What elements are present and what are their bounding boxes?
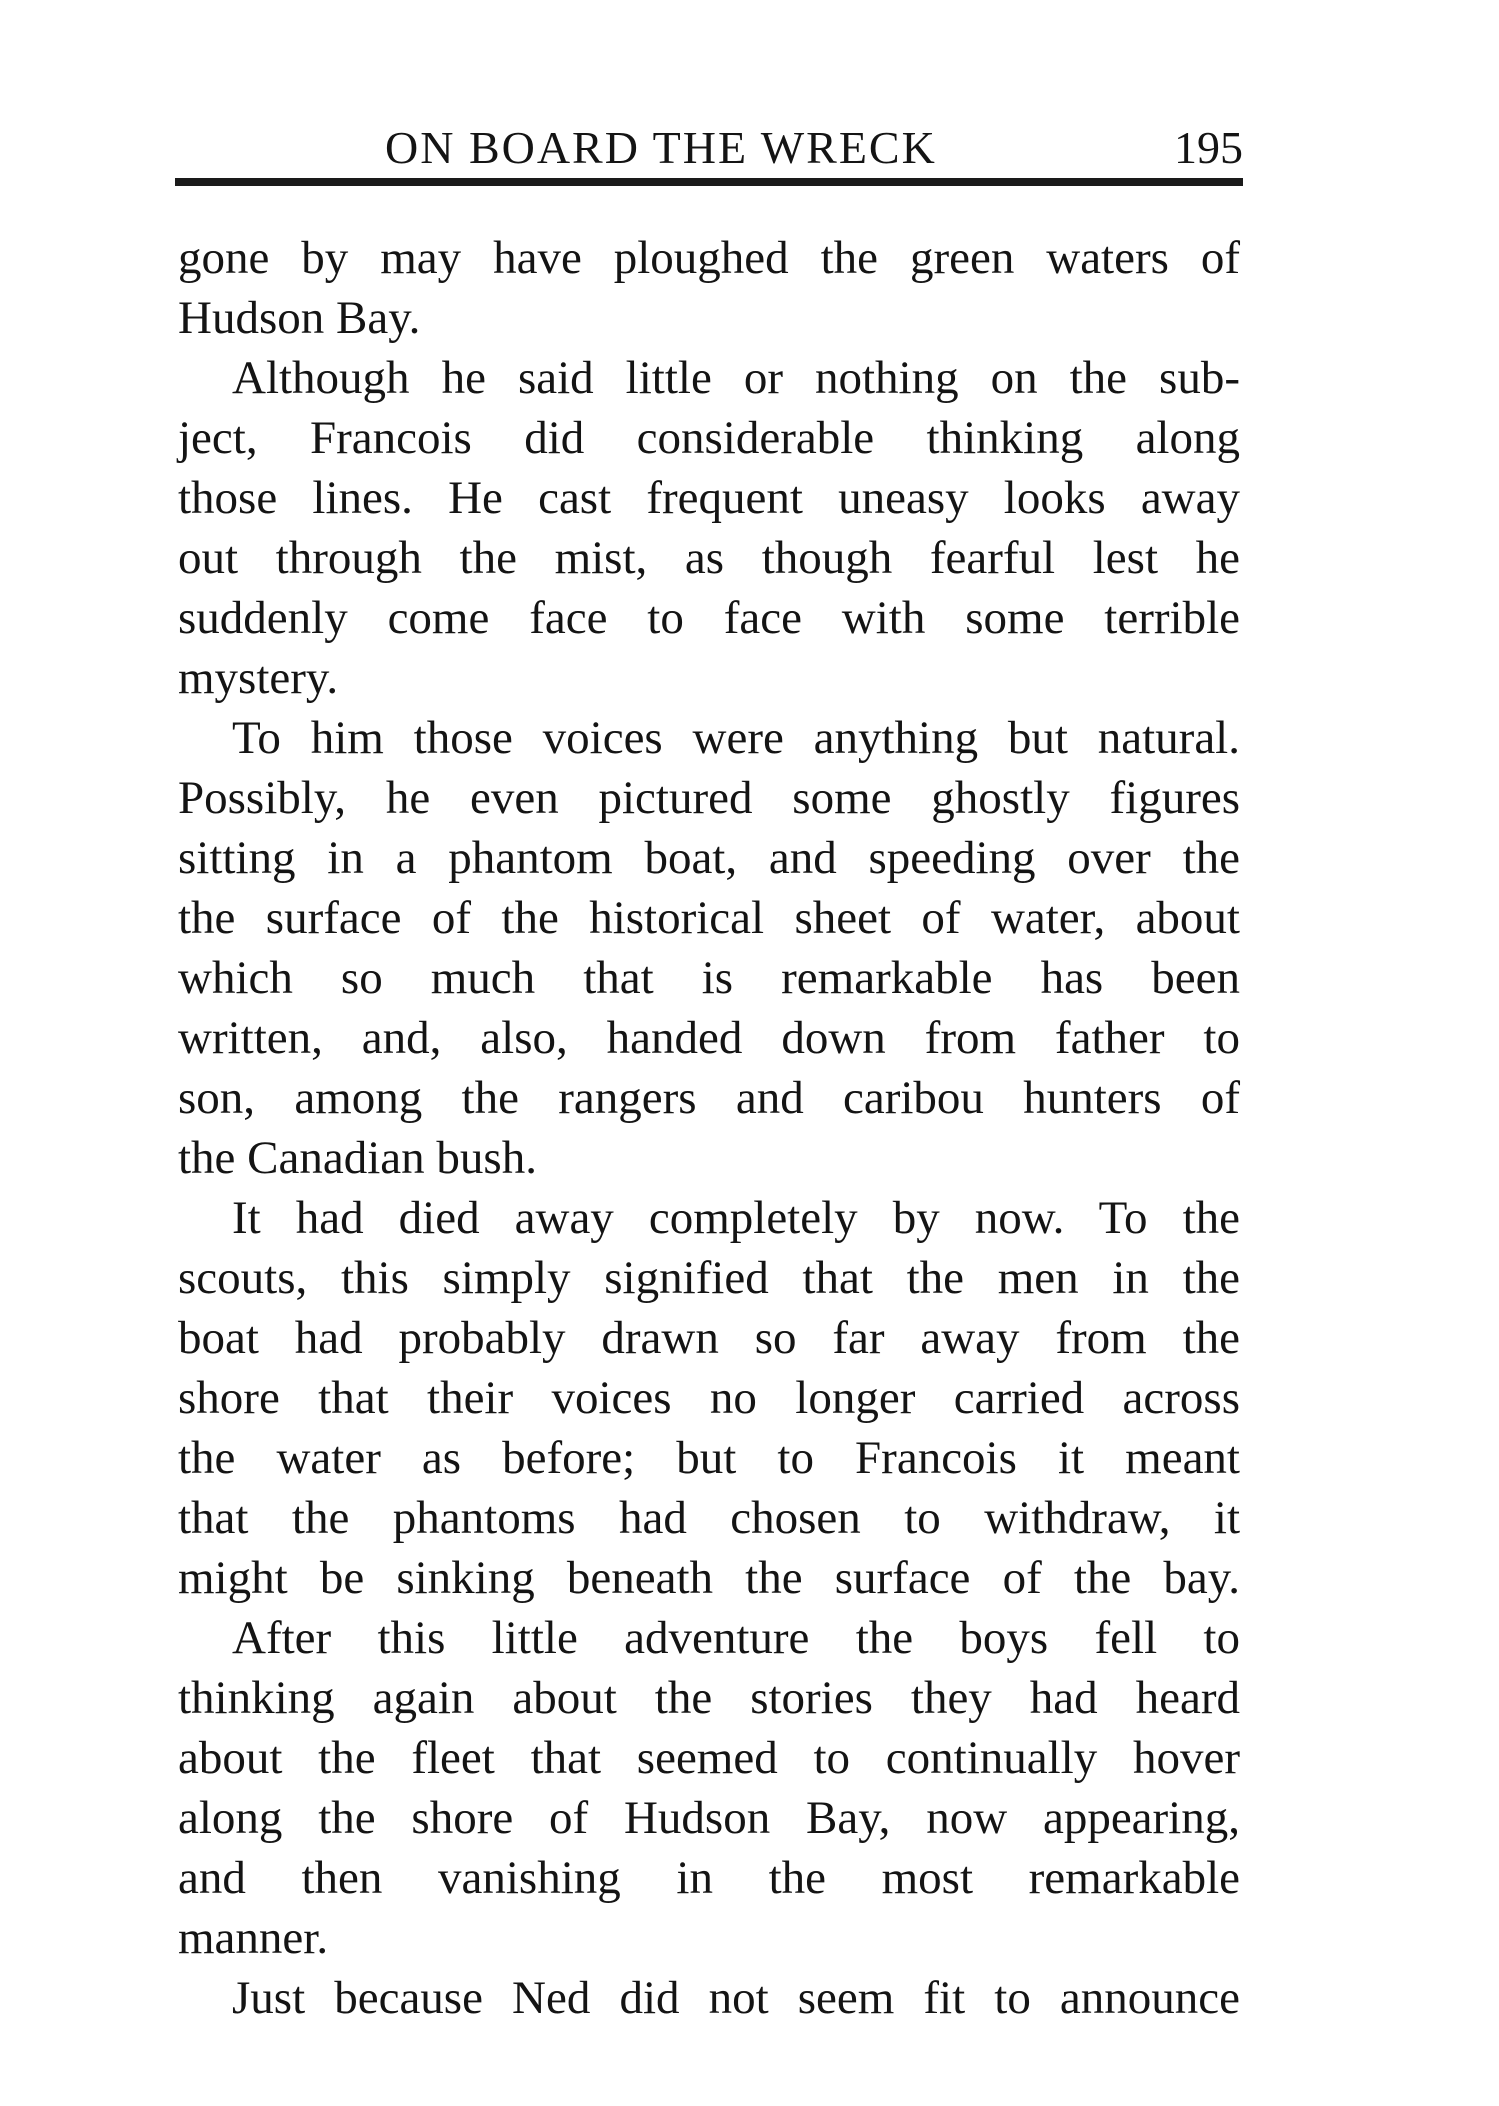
text-line: sitting in a phantom boat, and speeding over the xyxy=(178,832,1240,884)
text-line: mystery. xyxy=(178,652,339,704)
text-line: which so much that is remarkable has been xyxy=(178,952,1240,1004)
text-line: ject, Francois did considerable thinking along xyxy=(178,412,1240,464)
text-line: and then vanishing in the most remarkable xyxy=(178,1852,1240,1904)
text-line: shore that their voices no longer carried across xyxy=(178,1372,1240,1424)
paragraph-2 xyxy=(178,348,1240,708)
paragraph-4 xyxy=(178,1188,1240,1608)
text-line: suddenly come face to face with some terrible xyxy=(178,592,1240,644)
paragraph-5 xyxy=(178,1608,1240,1968)
text-line: Possibly, he even pictured some ghostly figures xyxy=(178,772,1240,824)
text-line: son, among the rangers and caribou hunters of xyxy=(178,1072,1240,1124)
text-line: about the fleet that seemed to continually hover xyxy=(178,1732,1240,1784)
text-line: the water as before; but to Francois it meant xyxy=(178,1432,1240,1484)
running-title: ON BOARD THE WRECK xyxy=(385,122,937,173)
running-head xyxy=(175,118,1243,178)
text-line: those lines. He cast frequent uneasy looks away xyxy=(178,472,1240,524)
page-number: 195 xyxy=(1174,122,1243,173)
header-rule xyxy=(175,178,1243,186)
text-line: scouts, this simply signified that the men in the xyxy=(178,1252,1240,1304)
text-line: out through the mist, as though fearful lest he xyxy=(178,532,1240,584)
text-line: Just because Ned did not seem fit to announce xyxy=(232,1972,1240,2024)
body-text xyxy=(178,228,1240,2028)
text-line: the surface of the historical sheet of water, about xyxy=(178,892,1240,944)
text-line: written, and, also, handed down from father to xyxy=(178,1012,1240,1064)
text-line: After this little adventure the boys fell to xyxy=(232,1612,1240,1664)
text-line: To him those voices were anything but natural. xyxy=(232,712,1240,764)
text-line: thinking again about the stories they had heard xyxy=(178,1672,1240,1724)
text-line: It had died away completely by now. To the xyxy=(232,1192,1240,1244)
text-line: might be sinking beneath the surface of the bay. xyxy=(178,1552,1240,1604)
text-line: that the phantoms had chosen to withdraw, it xyxy=(178,1492,1240,1544)
text-line: gone by may have ploughed the green waters of xyxy=(178,232,1240,284)
paragraph-3 xyxy=(178,708,1240,1188)
text-line: Hudson Bay. xyxy=(178,292,421,344)
paragraph-6 xyxy=(178,1968,1240,2028)
paragraph-1 xyxy=(178,228,1240,348)
text-line: Although he said little or nothing on the sub- xyxy=(232,352,1240,404)
text-line: manner. xyxy=(178,1912,329,1964)
text-line: boat had probably drawn so far away from the xyxy=(178,1312,1240,1364)
text-line: along the shore of Hudson Bay, now appearing, xyxy=(178,1792,1240,1844)
text-line: the Canadian bush. xyxy=(178,1132,537,1184)
